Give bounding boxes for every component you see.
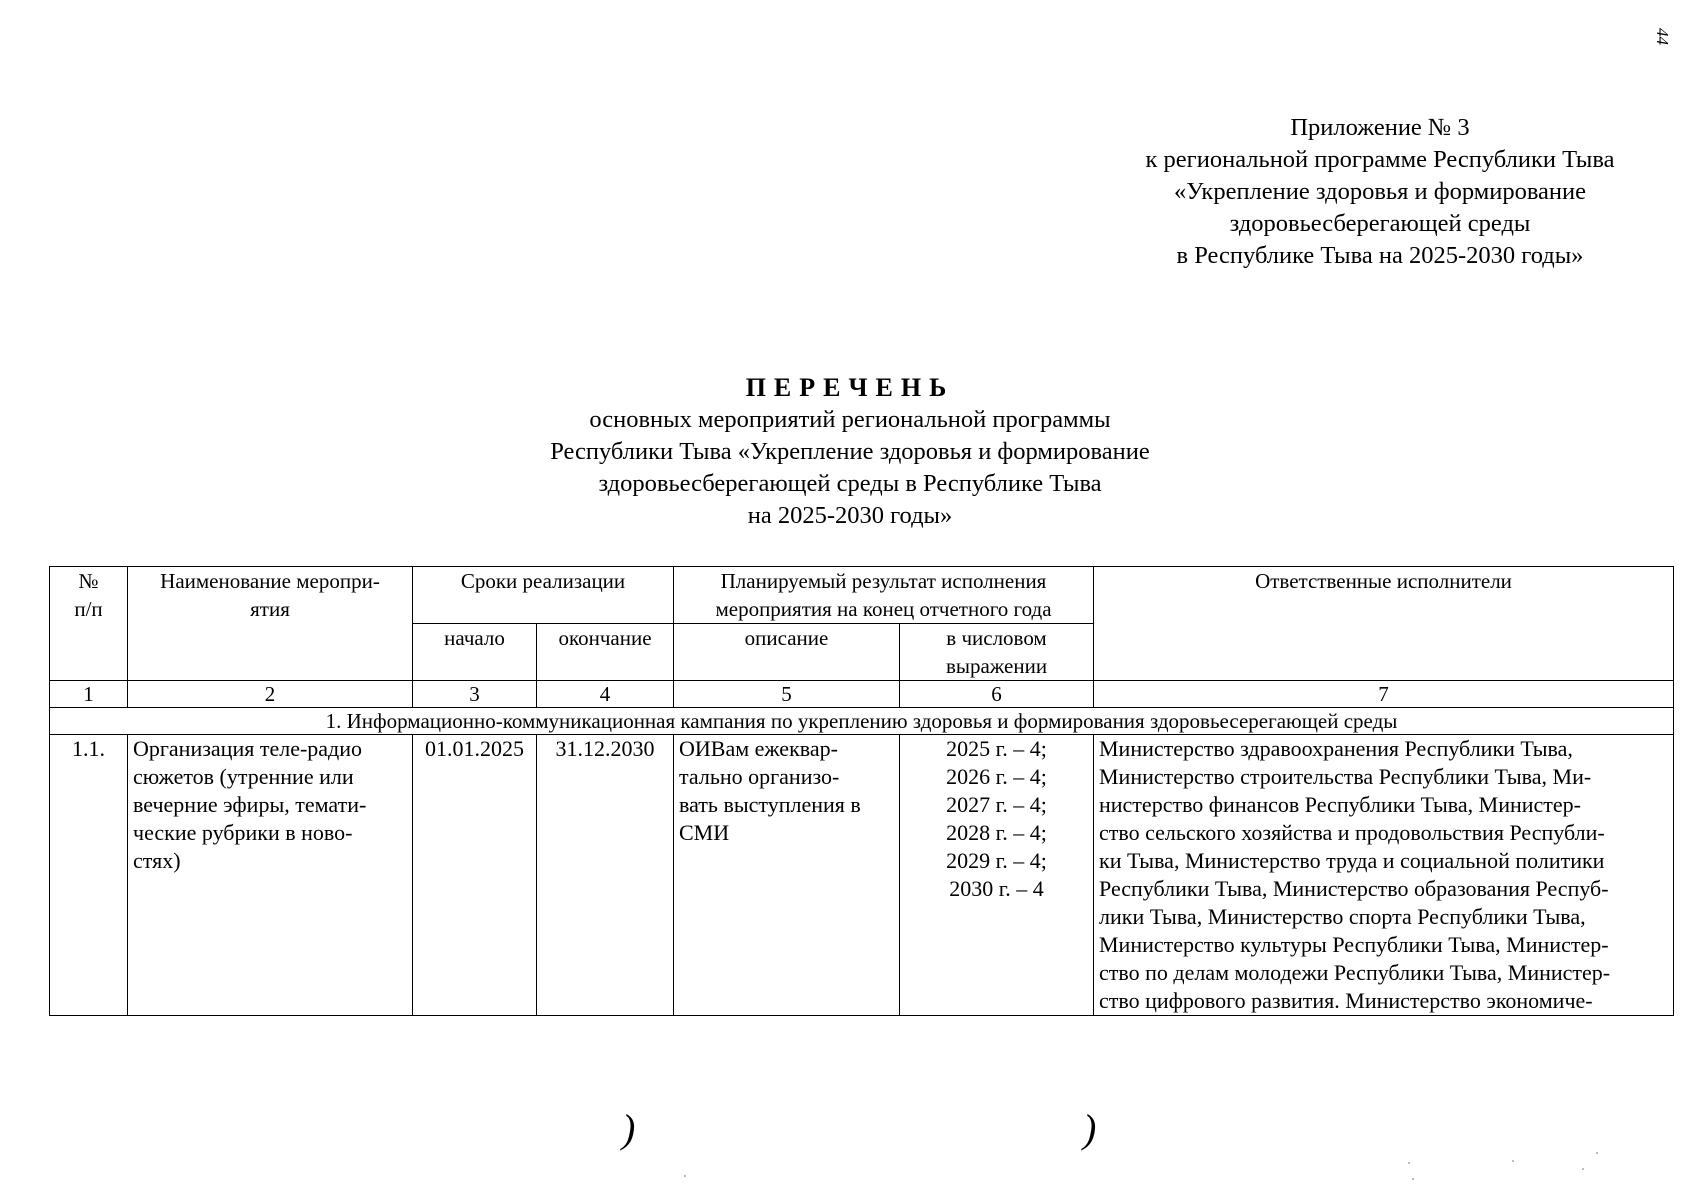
document-title xyxy=(400,372,1300,532)
table-row xyxy=(50,735,1674,1016)
header-text: Планируемый результат исполнения xyxy=(720,569,1047,593)
cell-line: Республики Тыва, Министерство образования Респуб- xyxy=(1099,876,1609,901)
cell-line: ки Тыва, Министерство труда и социальной политики xyxy=(1099,848,1605,873)
title-line: Республики Тыва «Укрепление здоровья и формирование xyxy=(550,438,1150,465)
header-text: № xyxy=(78,569,99,593)
header-name xyxy=(128,567,413,681)
column-number: 4 xyxy=(537,681,674,708)
cell-line: ство цифрового развития. Министерство экономиче- xyxy=(1099,988,1593,1013)
scan-speck xyxy=(1596,1152,1598,1154)
cell-line: Министерство здравоохранения Республики Тыва, xyxy=(1099,736,1573,761)
header-responsible: Ответственные исполнители xyxy=(1094,567,1674,681)
scan-speck xyxy=(684,1175,686,1177)
header-text: п/п xyxy=(74,597,103,621)
cell-line: ство по делам молодежи Республики Тыва, Министер- xyxy=(1099,960,1611,985)
appendix-line: Приложение № 3 xyxy=(1290,114,1470,141)
column-number-row xyxy=(50,681,1674,708)
appendix-line: здоровьесберегающей среды xyxy=(1229,210,1531,237)
cell-line: 2025 г. – 4; xyxy=(946,736,1047,761)
header-result xyxy=(674,567,1094,624)
cell-line: тально организо- xyxy=(679,764,840,789)
title-line: основных мероприятий региональной программы xyxy=(589,406,1111,433)
scan-speck xyxy=(1412,1178,1414,1180)
column-number: 5 xyxy=(674,681,900,708)
scan-speck xyxy=(1512,1160,1514,1162)
header-text: ятия xyxy=(250,597,290,621)
header-start: начало xyxy=(413,624,537,681)
row-num: 1.1. xyxy=(50,735,128,1016)
cell-line: вечерние эфиры, темати- xyxy=(133,792,367,817)
header-end: окончание xyxy=(537,624,674,681)
scan-speck xyxy=(1408,1162,1410,1164)
cell-line: вать выступления в xyxy=(679,792,861,817)
header-text: мероприятия на конец отчетного года xyxy=(715,597,1052,621)
header-numeric xyxy=(900,624,1094,681)
cell-line: Министерство культуры Республики Тыва, Министер- xyxy=(1099,932,1609,957)
title-line: на 2025-2030 годы» xyxy=(747,502,953,529)
header-terms: Сроки реализации xyxy=(413,567,674,624)
scan-speck xyxy=(1582,1168,1584,1170)
cell-line: ОИВам ежеквар- xyxy=(679,736,838,761)
column-number: 2 xyxy=(128,681,413,708)
column-number: 7 xyxy=(1094,681,1674,708)
cell-line: 2029 г. – 4; xyxy=(946,848,1047,873)
row-numeric xyxy=(900,735,1094,1016)
column-number: 3 xyxy=(413,681,537,708)
title-line: здоровьесберегающей среды в Республике Тыва xyxy=(598,470,1102,497)
appendix-line: к региональной программе Республики Тыва xyxy=(1145,146,1615,173)
cell-line: лики Тыва, Министерство спорта Республики Тыва, xyxy=(1099,904,1586,929)
column-number: 6 xyxy=(900,681,1094,708)
page-number: 44 xyxy=(1653,28,1672,45)
header-num xyxy=(50,567,128,681)
header-row xyxy=(50,567,1674,624)
cell-line: Организация теле-радио xyxy=(133,736,363,761)
row-responsible xyxy=(1094,735,1674,1016)
header-text: выражении xyxy=(945,654,1048,678)
bracket-mark: ) xyxy=(622,1106,636,1151)
title-heading: ПЕРЕЧЕНЬ xyxy=(745,373,955,402)
cell-line: ство сельского хозяйства и продовольствия Республи- xyxy=(1099,820,1605,845)
header-text: Наименование меропри- xyxy=(160,569,380,593)
header-text: в числовом xyxy=(946,626,1047,650)
appendix-line: в Республике Тыва на 2025-2030 годы» xyxy=(1176,242,1584,269)
appendix-note xyxy=(1090,112,1670,272)
cell-line: ческие рубрики в ново- xyxy=(133,820,353,845)
cell-line: 2027 г. – 4; xyxy=(946,792,1047,817)
cell-line: стях) xyxy=(133,848,181,873)
row-end: 31.12.2030 xyxy=(537,735,674,1016)
appendix-line: «Укрепление здоровья и формирование xyxy=(1173,178,1587,205)
row-start: 01.01.2025 xyxy=(413,735,537,1016)
cell-line: 2028 г. – 4; xyxy=(946,820,1047,845)
column-number: 1 xyxy=(50,681,128,708)
cell-line: 2026 г. – 4; xyxy=(946,764,1047,789)
cell-line: нистерство финансов Республики Тыва, Министер- xyxy=(1099,792,1582,817)
activities-table xyxy=(49,566,1674,1016)
row-description xyxy=(674,735,900,1016)
header-description: описание xyxy=(674,624,900,681)
cell-line: 2030 г. – 4 xyxy=(949,876,1044,901)
bracket-mark: ) xyxy=(1083,1106,1097,1151)
cell-line: сюжетов (утренние или xyxy=(133,764,354,789)
cell-line: СМИ xyxy=(679,820,730,845)
cell-line: Министерство строительства Республики Тыва, Ми- xyxy=(1099,764,1592,789)
row-name xyxy=(128,735,413,1016)
section-row xyxy=(50,708,1674,735)
section-title: 1. Информационно-коммуникационная кампания по укреплению здоровья и формирования здоровьесерегающей среды xyxy=(50,708,1674,735)
